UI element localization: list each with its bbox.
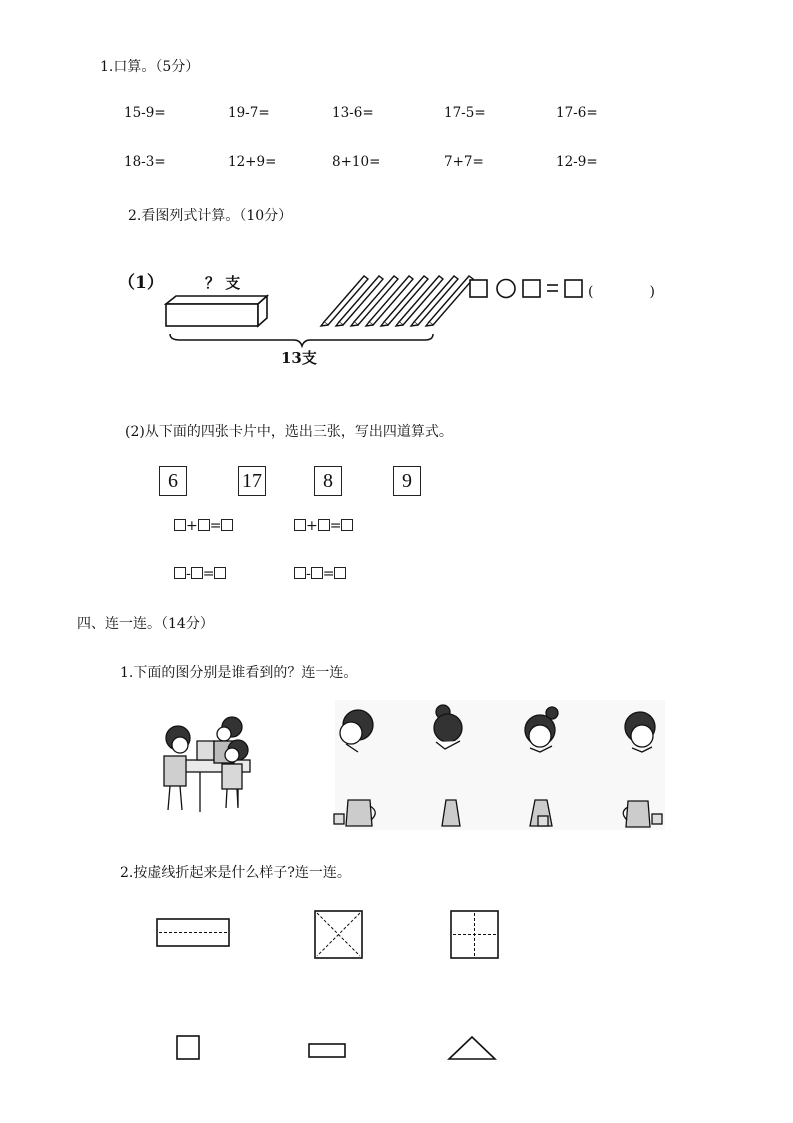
subtraction-template: - = (294, 566, 346, 582)
total-count-label: 13支 (281, 349, 317, 367)
oral-calc-item: 7+7= (444, 154, 484, 170)
unknown-count-label: ？ 支 (205, 274, 241, 292)
result-small-square (177, 1036, 199, 1059)
q1-title: 1.口算。（5分） (100, 59, 200, 75)
rectangle-fold-horizontal (157, 919, 229, 946)
q2-title: 2.看图列式计算。（10分） (128, 208, 293, 224)
subtraction-template: - = (174, 566, 226, 582)
part2-instruction: (2)从下面的四张卡片中，选出三张，写出四道算式。 (125, 424, 453, 440)
section4-title: 四、连一连。（14分） (77, 616, 214, 632)
square-fold-diagonals (315, 911, 362, 958)
number-card: 9 (393, 466, 421, 496)
oral-calc-item: 8+10= (332, 154, 381, 170)
square-fold-cross (451, 911, 498, 958)
oral-calc-item: 13-6= (332, 105, 374, 121)
section4-sub1: 1.下面的图分别是谁看到的？连一连。 (120, 665, 358, 681)
oral-calc-item: 19-7= (228, 105, 270, 121)
oral-calc-item: 12-9= (556, 154, 598, 170)
oral-calc-item: 17-6= (556, 105, 598, 121)
oral-calc-item: 18-3= (124, 154, 166, 170)
number-card: 17 (238, 466, 266, 496)
addition-template: + = (174, 518, 233, 534)
answer-parens: ( ) (588, 284, 655, 300)
result-triangle (449, 1037, 495, 1059)
oral-calc-item: 15-9= (124, 105, 166, 121)
oral-calc-item: 12+9= (228, 154, 277, 170)
section4-sub2: 2.按虚线折起来是什么样子?连一连。 (120, 865, 351, 881)
result-small-rectangle (309, 1044, 345, 1057)
number-card: 6 (159, 466, 187, 496)
oral-calc-item: 17-5= (444, 105, 486, 121)
part1-label: （1） (118, 273, 164, 293)
number-card: 8 (314, 466, 342, 496)
addition-template: + = (294, 518, 353, 534)
